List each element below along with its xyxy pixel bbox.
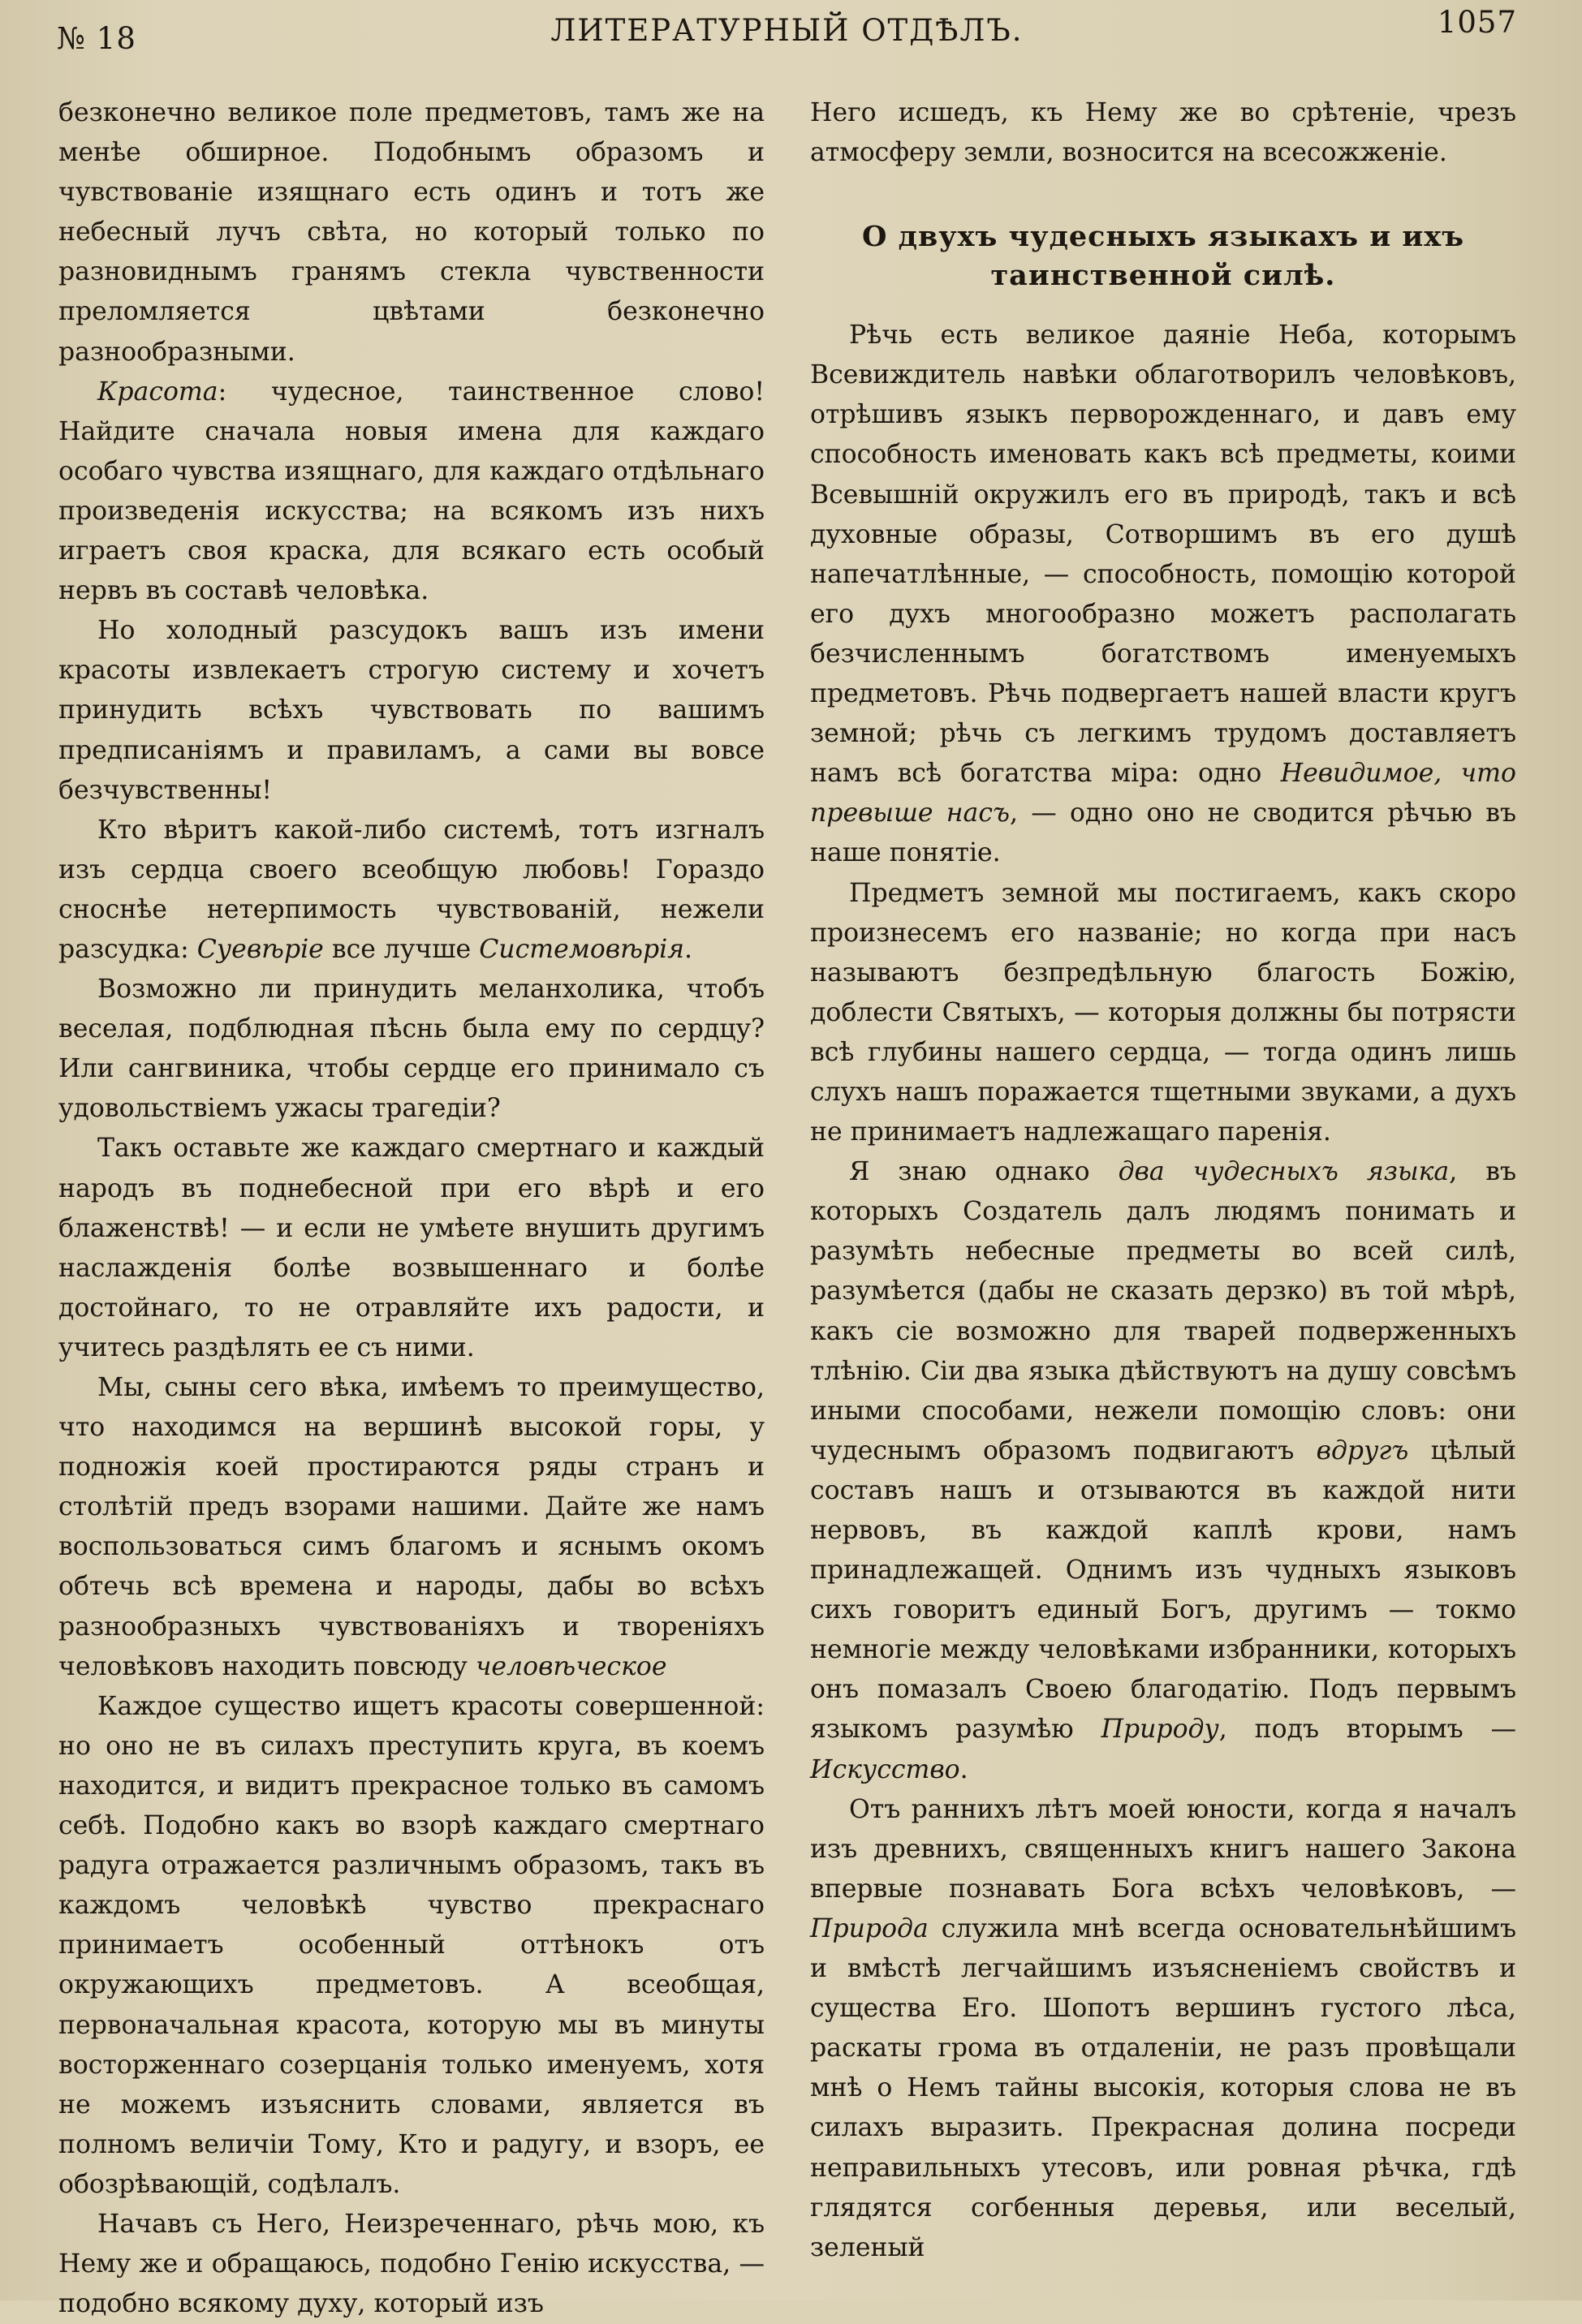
paragraph: Мы, сыны сего вѣка, имѣемъ то преимущество, что находимся на вершинѣ высокой горы, у подножія коей простираются ряды странъ и столѣтій предъ взорами нашими. Дайте же намъ воспользоваться симъ благомъ и яснымъ окомъ обтечь всѣ времена и народы, дабы во всѣхъ разнообразныхъ чувствованіяхъ и твореніяхъ человѣковъ находить повсюду человѣческое <box>58 1373 765 1681</box>
issue-number: № 18 <box>57 21 136 56</box>
left-column <box>58 93 765 2319</box>
page-number: 1057 <box>1437 5 1517 40</box>
paragraph: Каждое существо ищетъ красоты совершенной: но оно не въ силахъ преступить круга, въ коемъ находится, и видитъ прекрасное только въ самомъ себѣ. Подобно какъ во взорѣ каждаго смертнаго радуга отражается различнымъ образомъ, такъ въ каждомъ человѣкѣ чувство прекраснаго принимаетъ особенный оттѣнокъ отъ окружающихъ предметовъ. А всеобщая, первоначальная красота, которую мы въ минуты восторженнаго созерцанія только именуемъ, хотя не можемъ изъяснить словами, является въ полномъ величіи Тому, Кто и радугу, и взоръ, ее обозрѣвающій, содѣлалъ. <box>58 1691 765 2199</box>
paragraph: Возможно ли принудить меланхолика, чтобъ веселая, подблюдная пѣснь была ему по сердцу? Или сангвиника, чтобы сердце его принимало съ удовольствіемъ ужасы трагедіи? <box>58 975 765 1124</box>
page-header <box>57 5 1517 54</box>
article-heading: О двухъ чудесныхъ языкахъ и ихъ таинственной силѣ. <box>861 220 1465 293</box>
paragraph: Начавъ съ Него, Неизреченнаго, рѣчь мою, къ Нему же и обращаюсь, подобно Генію искусства, — подобно всякому духу, который изъ <box>58 2209 765 2319</box>
paragraph: Предметъ земной мы постигаемъ, какъ скоро произнесемъ его названіе; но когда при насъ называютъ безпредѣльную благость Божію, доблести Святыхъ, — которыя должны бы потрясти всѣ глубины нашего сердца, — тогда одинъ лишь слухъ нашъ поражается тщетными звуками, а духъ не принимаетъ надлежащаго паренія. <box>810 878 1516 1147</box>
paragraph: Но холодный разсудокъ вашъ изъ имени красоты извлекаетъ строгую систему и хочетъ принудить всѣхъ чувствовать по вашимъ предписаніямъ и правиламъ, а сами вы вовсе безчувственны! <box>58 616 765 805</box>
section-title: ЛИТЕРАТУРНЫЙ ОТДѢЛЪ. <box>550 13 1024 48</box>
paragraph: Рѣчь есть великое даяніе Неба, которымъ Всевиждитель навѣки облаготворилъ человѣковъ, отрѣшивъ языкъ перворожденнаго, и давъ ему способность именовать какъ всѣ предметы, коими Всевышній окружилъ его въ природѣ, такъ и всѣ духовные образы, Сотворшимъ въ его душѣ напечатлѣнные, — способность, помощію которой его духъ многообразно можетъ располагать безчисленнымъ богатствомъ именуемыхъ предметовъ. Рѣчь подвергаетъ нашей власти кругъ земной; рѣчь съ легкимъ трудомъ доставляетъ намъ всѣ богатства міра: одно Невидимое, что превыше насъ, — одно оно не сводится рѣчью въ наше понятіе. <box>810 321 1516 868</box>
paragraph: Отъ раннихъ лѣтъ моей юности, когда я началъ изъ древнихъ, священныхъ книгъ нашего Закона впервые познавать Бога всѣхъ человѣковъ, — Природа служила мнѣ всегда основательнѣйшимъ и вмѣстѣ легчайшимъ изъясненіемъ свойствъ и существа Его. Шопотъ вершинъ густого лѣса, раскаты грома въ отдаленіи, не разъ провѣщали мнѣ о Немъ тайны высокія, которыя слова не въ силахъ выразить. Прекрасная долина посреди неправильныхъ утесовъ, или ровная рѣчка, гдѣ глядятся согбенныя деревья, или веселый, зеленый <box>810 1794 1516 2262</box>
right-column <box>810 93 1516 2284</box>
paragraph: Красота: чудесное, таинственное слово! Найдите сначала новыя имена для каждаго особаго чувства изящнаго, для каждаго отдѣльнаго произведенія искусства; на всякомъ изъ нихъ играетъ своя краска, для всякаго есть особый нервъ въ составѣ человѣка. <box>58 377 765 606</box>
paragraph: Такъ оставьте же каждаго смертнаго и каждый народъ въ поднебесной при его вѣрѣ и его блаженствѣ! — и если не умѣете внушить другимъ наслажденія болѣе возвышеннаго и болѣе достойнаго, то не отравляйте ихъ радости, и учитесь раздѣлять ее съ ними. <box>58 1134 765 1362</box>
paragraph: безконечно великое поле предметовъ, тамъ же на менѣе обширное. Подобнымъ образомъ и чувствованіе изящнаго есть одинъ и тотъ же небесный лучъ свѣта, но который только по разновиднымъ гранямъ стекла чувственности преломляется цвѣтами безконечно разнообразными. <box>58 98 765 367</box>
paragraph: Кто вѣритъ какой-либо системѣ, тотъ изгналъ изъ сердца своего всеобщую любовь! Гораздо сноснѣе нетерпимость чувствованій, нежели разсудка: Суевѣріе все лучше Системовѣрія. <box>58 815 765 964</box>
paragraph: Я знаю однако два чудесныхъ языка, въ которыхъ Создатель далъ людямъ понимать и разумѣть небесные предметы во всей силѣ, разумѣется (дабы не сказать дерзко) въ той мѣрѣ, какъ сіе возможно для тварей подверженныхъ тлѣнію. Сіи два языка дѣйствуютъ на душу совсѣмъ иными способами, нежели помощію словъ: они чудеснымъ образомъ подвигаютъ вдругъ цѣлый составъ нашъ и отзываются въ каждой нити нервовъ, въ каждой каплѣ крови, намъ принадлежащей. Однимъ изъ чудныхъ языковъ сихъ говоритъ единый Богъ, другимъ — токмо немногіе между человѣками избранники, которыхъ онъ помазалъ Своею благодатію. Подъ первымъ языкомъ разумѣю Природу, подъ вторымъ — Искусство. <box>810 1157 1516 1784</box>
paragraph: Него исшедъ, къ Нему же во срѣтеніе, чрезъ атмосферу земли, возносится на всесожженіе. <box>810 98 1516 168</box>
